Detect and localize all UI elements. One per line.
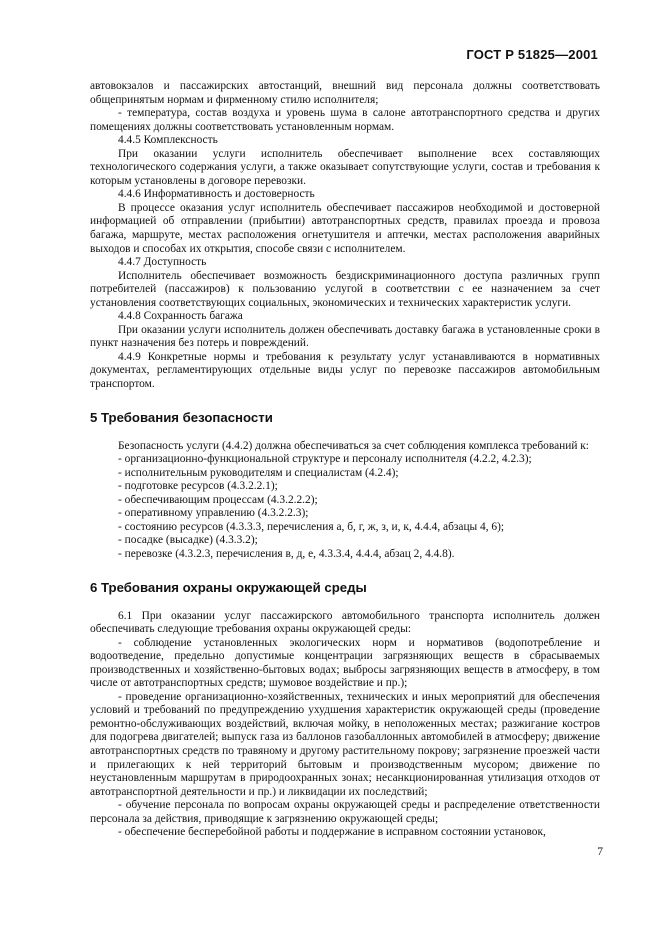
section-5-intro: Безопасность услуги (4.4.2) должна обеспечиваться за счет соблюдения комплекса требований к: [118,439,589,452]
paragraph-4-4-7: Исполнитель обеспечивает возможность бездискриминационного доступа различных групп потребителей (пассажиров) к пользованию услугой в соответствии с ее назначением за счет установления соответствующих социальных, экономических и технических характеристик услуги. [90,269,600,309]
section-5-title: 5 Требования безопасности [90,409,273,425]
list-item: - состоянию ресурсов (4.3.3.3, перечисления а, б, г, ж, з, и, к, 4.4.4, абзацы 4, 6); [118,520,505,533]
list-item: - подготовке ресурсов (4.3.2.2.1); [118,480,278,493]
paragraph-continuation: автовокзалов и пассажирских автостанций, внешний вид персонала должны соответствовать общепринятым нормам и фирменному стилю исполнителя; [90,80,600,106]
section-6-title: 6 Требования охраны окружающей среды [90,579,367,595]
paragraph-6-1: 6.1 При оказании услуг пассажирского автомобильного транспорта исполнитель должен обеспечивать следующие требования охраны окружающей среды: [90,609,600,636]
list-item: - обеспечение бесперебойной работы и поддержание в исправном состоянии установок, [118,826,546,839]
subclause-heading-4-4-8: 4.4.8 Сохранность багажа [118,310,243,323]
list-item: - посадке (высадке) (4.3.3.2); [118,534,258,547]
subclause-heading-4-4-6: 4.4.6 Информативность и достоверность [118,188,315,201]
page-content [90,80,600,840]
list-item: - проведение организационно-хозяйственных, технических и иных мероприятий для обеспечения условий и требований по предупреждению ухудшения характеристик окружающей среды (проведение ремонтно-обслуживающих воздействий, включая мойку, в неположенных местах; разжигание костров для подогрева двигателей; выпуск газа из баллонов газобаллонных автомобилей в атмосферу; движение автотранспортных средств по травяному и другому растительному покрову; загрязнение проезжей части и прилегающих к ней территорий бытовым и производственным мусором; движение по неустановленным маршрутам в природоохранных зонах; несанкционированная утилизация отходов от автотранспортной деятельности и пр.) и ликвидации их последствий; [90,690,600,798]
list-item: - оперативному управлению (4.3.2.2.3); [118,507,309,520]
paragraph-4-4-9: 4.4.9 Конкретные нормы и требования к результату услуг устанавливаются в нормативных документах, регламентирующих отдельные виды услуг по перевозке пассажиров автомобильным транспортом. [90,350,600,391]
list-item: - перевозке (4.3.2.3, перечисления в, д, е, 4.3.3.4, 4.4.4, абзац 2, 4.4.8). [118,547,455,560]
list-item: - соблюдение установленных экологических норм и нормативов (водопотребление и водоотведение, предельно допустимые концентрации загрязняющих веществ в сбрасываемых производственных и хозяйственно-бытовых водах; выбросы загрязняющих веществ в атмосферу, в том числе от автотранспортных средств; шумовое воздействие и пр.); [90,636,600,690]
list-item: - исполнительным руководителям и специалистам (4.2.4); [118,466,399,479]
subclause-heading-4-4-7: 4.4.7 Доступность [118,256,207,269]
paragraph-list-item: - температура, состав воздуха и уровень шума в салоне автотранспортного средства и других помещениях должны соответствовать установленным нормам. [90,107,600,133]
standard-header: ГОСТ Р 51825—2001 [466,47,598,62]
paragraph-4-4-5: При оказании услуги исполнитель обеспечивает выполнение всех составляющих технологического содержания услуги, а также оказывает сопутствующие услуги, состав и требования к которым установлены в договоре перевозки. [90,147,600,187]
list-item: - организационно-функциональной структуре и персоналу исполнителя (4.2.2, 4.2.3); [118,453,532,466]
paragraph-4-4-8: При оказании услуги исполнитель должен обеспечивать доставку багажа в установленные сроки в пункт назначения без потерь и повреждений. [90,323,600,350]
list-item: - обеспечивающим процессам (4.3.2.2.2); [118,493,318,506]
page-number: 7 [597,846,603,858]
list-item: - обучение персонала по вопросам охраны окружающей среды и распределение ответственности персонала за действия, приводящие к загрязнению окружающей среды; [90,799,600,825]
subclause-heading-4-4-5: 4.4.5 Комплексность [118,134,218,147]
paragraph-4-4-6: В процессе оказания услуг исполнитель обеспечивает пассажиров необходимой и достоверной информацией об отправлении (прибытии) автотранспортных средств, правилах проезда и провоза багажа, маршруте, местах расположения огнетушителя и аптечки, местах расположения аварийных выходов и способах их открытия, способе связи с исполнителем. [90,201,600,255]
